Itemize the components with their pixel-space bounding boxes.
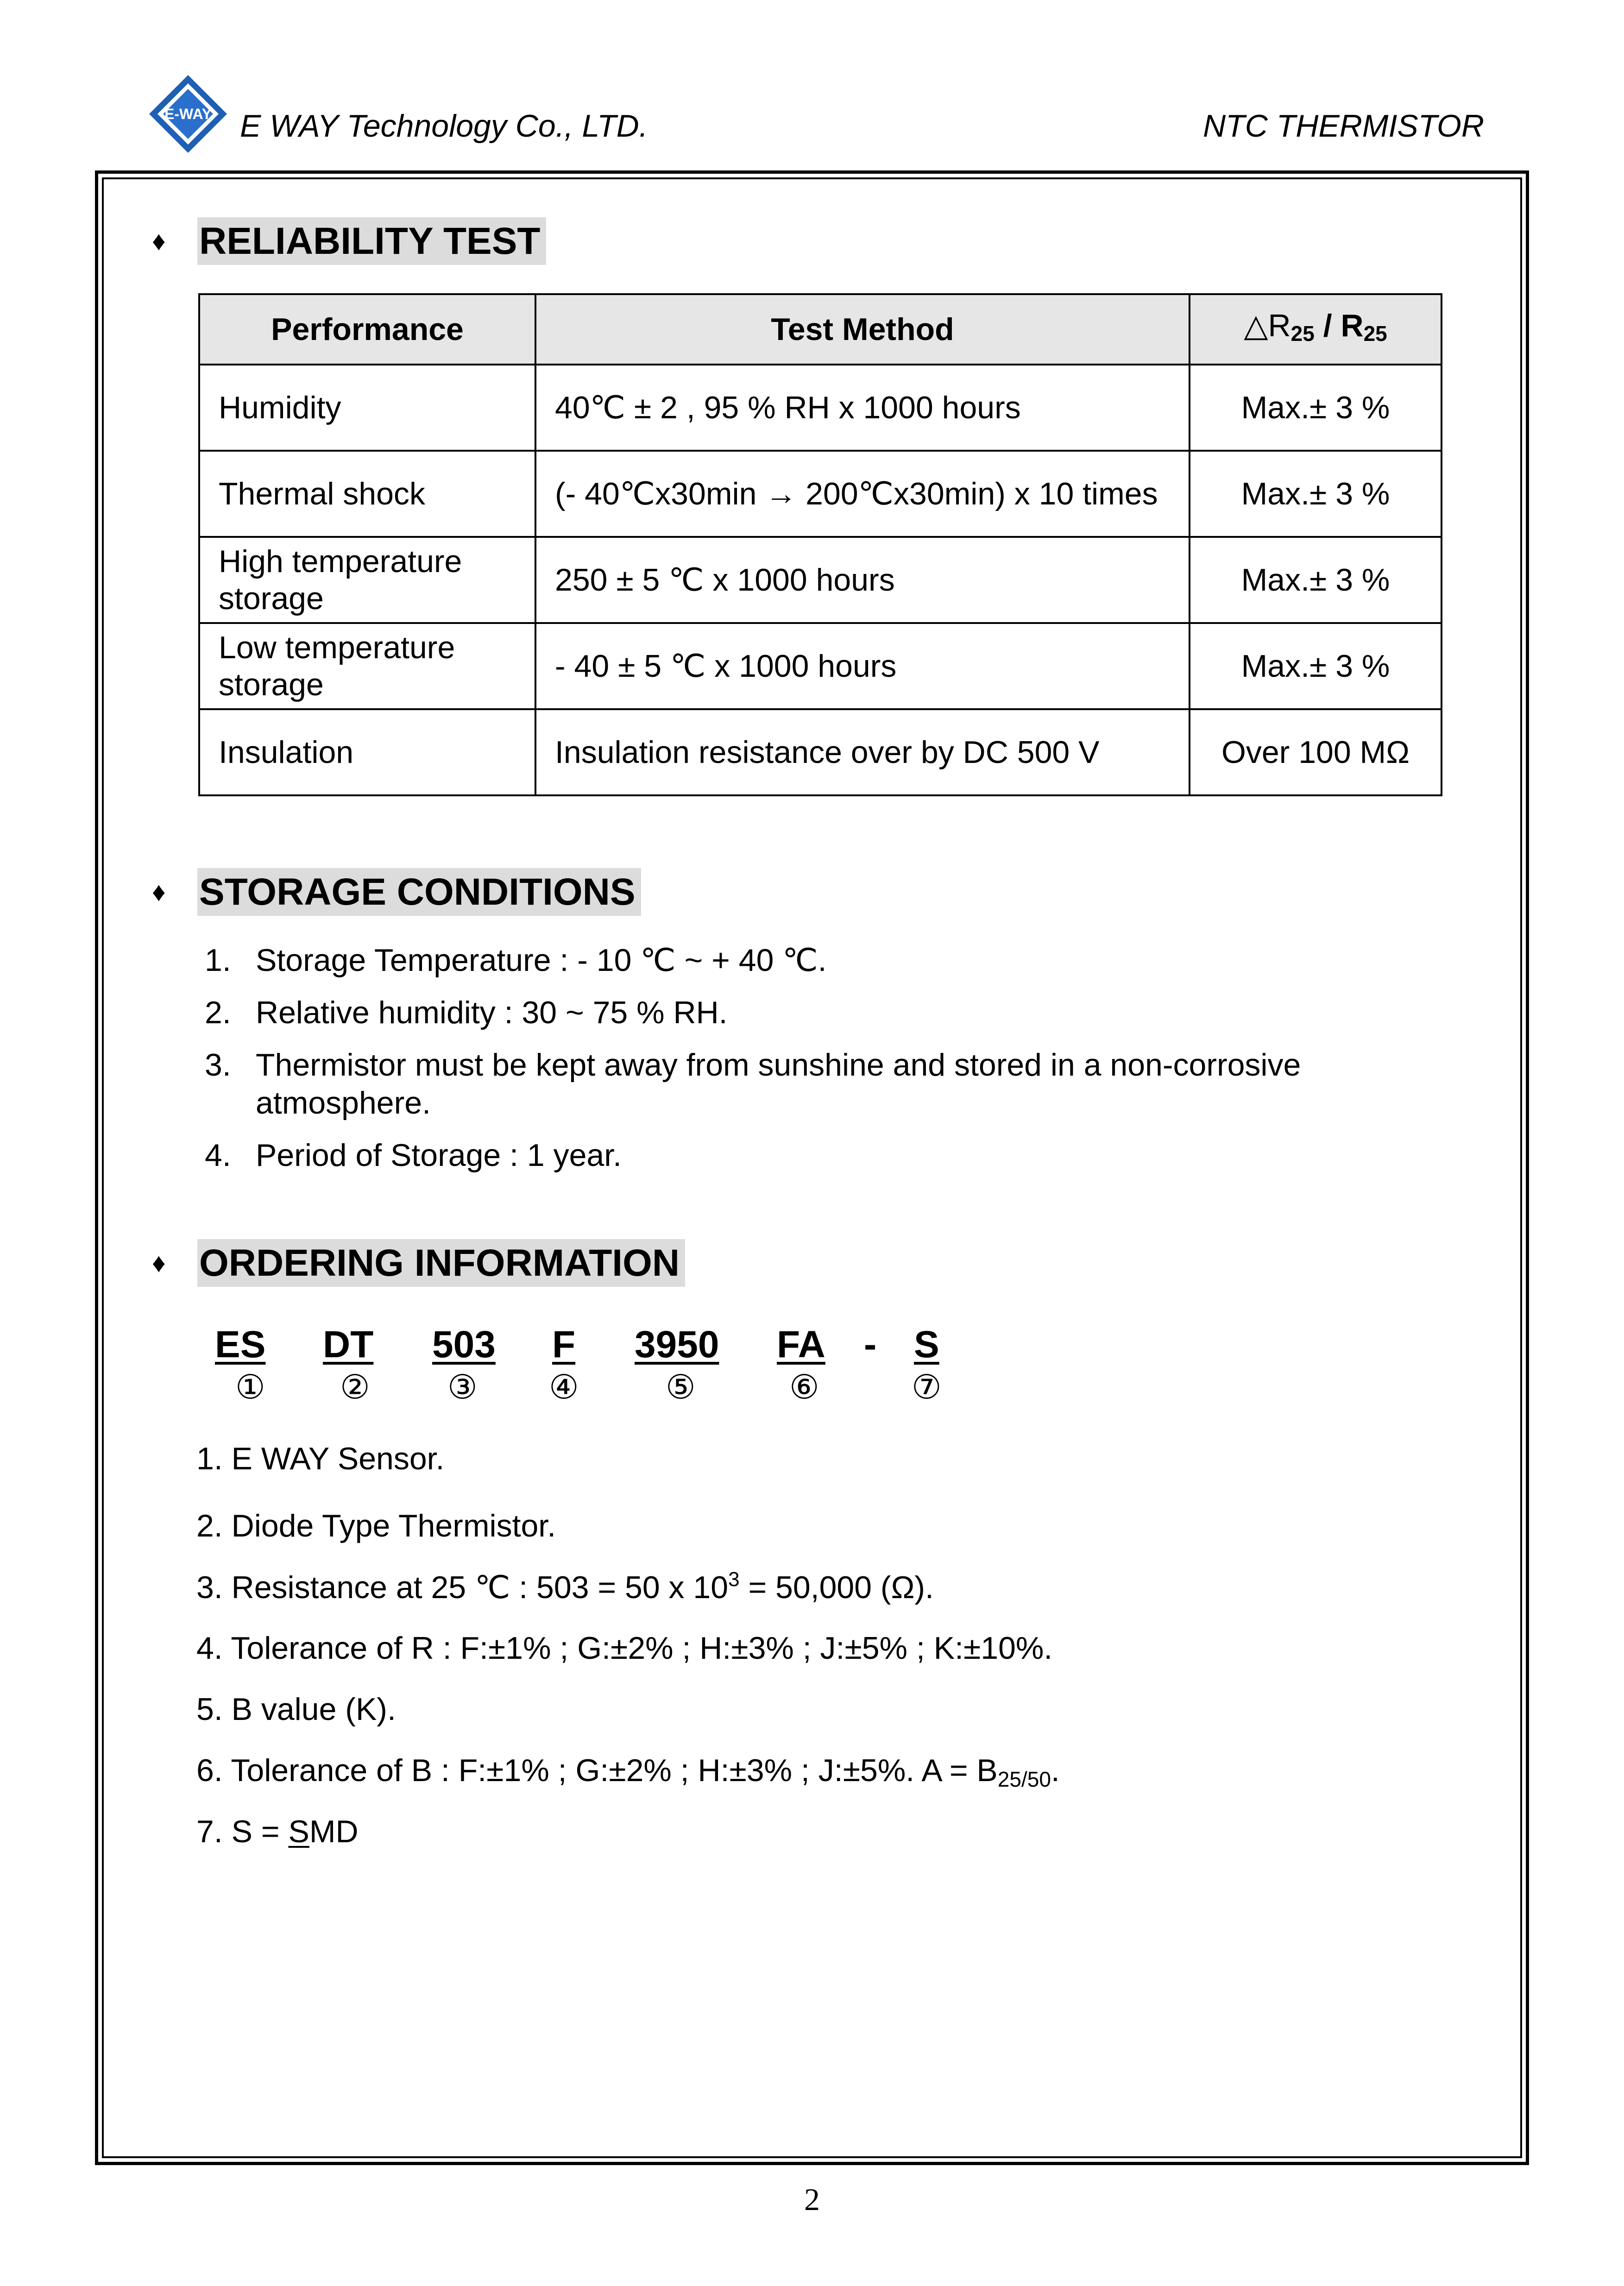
cell-method: - 40 ± 5 ℃ x 1000 hours [535, 623, 1190, 709]
code-part-resistance: 503 [432, 1323, 496, 1366]
page-number: 2 [804, 2182, 820, 2217]
cell-method: (- 40℃x30min → 200℃x30min) x 10 times [535, 451, 1190, 537]
table-row [199, 623, 1441, 709]
list-item: 1. Storage Temperature : - 10 ℃ ~ + 40 ℃. [205, 943, 827, 978]
list-item: 2. Diode Type Thermistor. [196, 1508, 556, 1543]
diamond-bullet-icon: ♦ [152, 226, 166, 256]
list-item: 7. S = SMD [196, 1814, 359, 1849]
cell-result: Max.± 3 % [1190, 537, 1441, 623]
code-index: ③ [447, 1367, 478, 1406]
code-index: ⑦ [912, 1367, 942, 1406]
table-row [199, 451, 1441, 537]
diamond-bullet-icon: ♦ [152, 877, 166, 907]
list-item: 1. E WAY Sensor. [196, 1441, 445, 1476]
cell-performance: High temperature storage [199, 537, 535, 623]
cell-performance: Humidity [199, 365, 535, 451]
eway-logo [147, 73, 229, 155]
col-test-method: Test Method [535, 294, 1190, 365]
reliability-table [198, 293, 1442, 796]
code-index: ④ [549, 1367, 579, 1406]
cell-performance: Low temperature storage [199, 623, 535, 709]
table-row [199, 365, 1441, 451]
cell-result: Over 100 MΩ [1190, 709, 1441, 795]
svg-text:E-WAY: E-WAY [164, 106, 212, 122]
cell-method: Insulation resistance over by DC 500 V [535, 709, 1190, 795]
list-item: 5. B value (K). [196, 1692, 396, 1727]
table-row [199, 537, 1441, 623]
list-item: 6. Tolerance of B : F:±1% ; G:±2% ; H:±3% ; J:±5%. A = B25/50. [196, 1753, 1060, 1791]
code-part-series: ES [215, 1323, 266, 1366]
code-dash: - [864, 1323, 877, 1366]
cell-method: 40℃ ± 2 , 95 % RH x 1000 hours [535, 365, 1190, 451]
reliability-heading: ♦ RELIABILITY TEST [152, 222, 546, 260]
code-index: ② [340, 1367, 370, 1406]
table-row [199, 709, 1441, 795]
code-index: ⑤ [666, 1367, 696, 1406]
list-item: 4. Tolerance of R : F:±1% ; G:±2% ; H:±3% ; J:±5% ; K:±10%. [196, 1631, 1053, 1666]
code-part-b-value: 3950 [635, 1323, 719, 1366]
code-part-type: DT [323, 1323, 374, 1366]
list-item: 4. Period of Storage : 1 year. [205, 1138, 622, 1173]
storage-heading: ♦ STORAGE CONDITIONS [152, 873, 641, 911]
list-item: 2. Relative humidity : 30 ~ 75 % RH. [205, 995, 728, 1030]
code-part-b-tolerance: FA [777, 1323, 825, 1366]
company-name: E WAY Technology Co., LTD. [240, 108, 648, 144]
col-resistance-change: $\triangle R_{25} / R_{25}$ [1190, 294, 1441, 365]
cell-method: 250 ± 5 ℃ x 1000 hours [535, 537, 1190, 623]
list-item: 3. Resistance at 25 ℃ : 503 = 50 x $10^3 = 50,000$ (Ω). [196, 1568, 934, 1605]
code-part-r-tolerance: F [552, 1323, 576, 1366]
ordering-heading: ♦ ORDERING INFORMATION [152, 1244, 685, 1282]
list-item: 3. Thermistor must be kept away from sunshine and stored in a non-corrosive atmosphere. [205, 1047, 1301, 1121]
document-type: NTC THERMISTOR [1203, 108, 1484, 144]
table-header-row [199, 294, 1441, 365]
code-part-package: S [914, 1323, 939, 1366]
col-performance: Performance [199, 294, 535, 365]
cell-result: Max.± 3 % [1190, 623, 1441, 709]
code-index: ① [235, 1367, 265, 1406]
cell-performance: Thermal shock [199, 451, 535, 537]
cell-performance: Insulation [199, 709, 535, 795]
cell-result: Max.± 3 % [1190, 451, 1441, 537]
cell-result: Max.± 3 % [1190, 365, 1441, 451]
code-index: ⑥ [789, 1367, 819, 1406]
storage-list [199, 941, 1385, 1189]
diamond-bullet-icon: ♦ [152, 1248, 166, 1278]
